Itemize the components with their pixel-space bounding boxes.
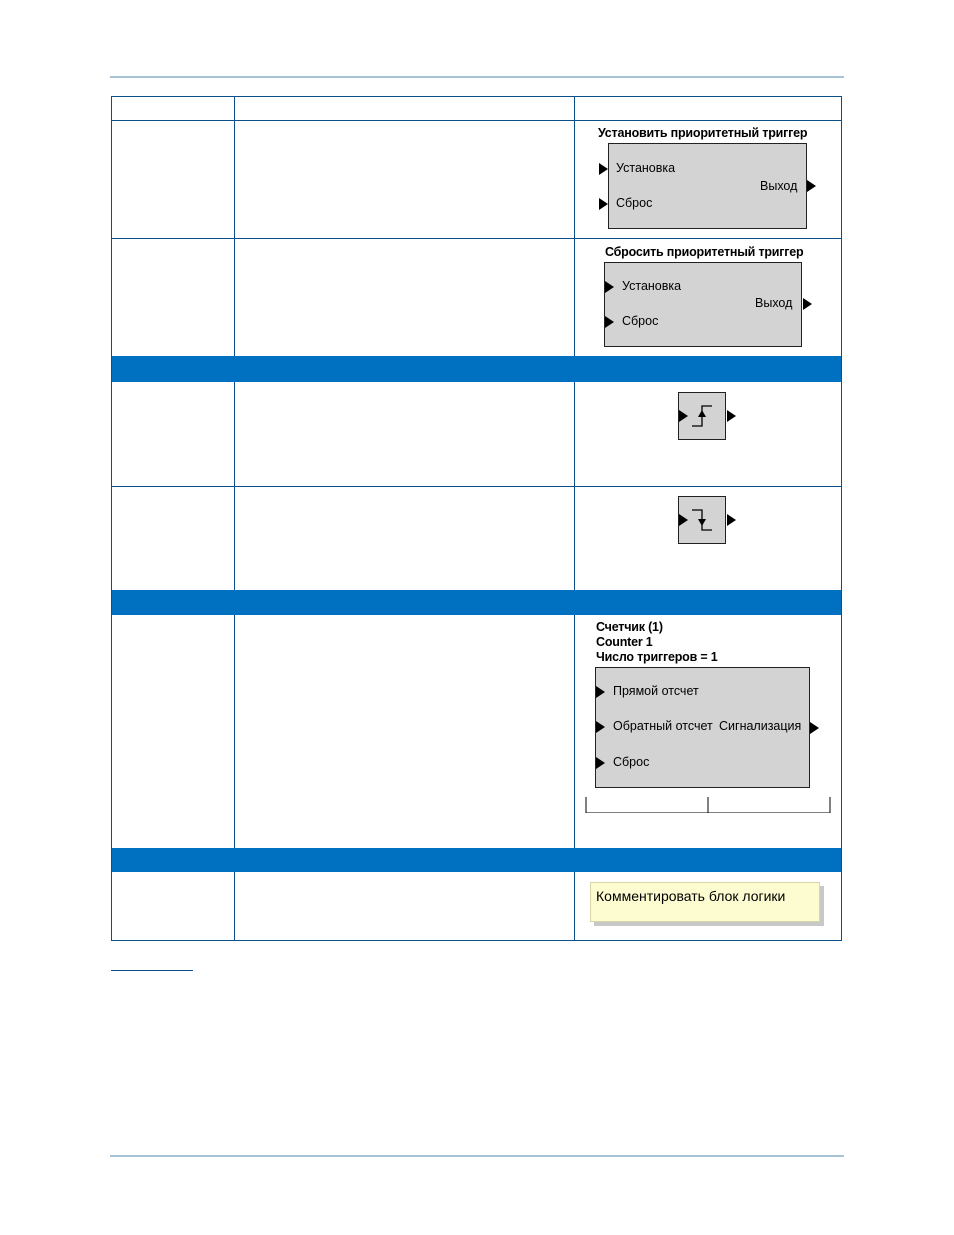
output-port-arrow-icon <box>810 722 819 734</box>
footer-rule <box>110 1155 844 1157</box>
input-port-arrow-icon <box>599 163 608 175</box>
output-port-arrow-icon <box>807 180 816 192</box>
output-port-arrow-icon <box>727 410 736 422</box>
column-divider-2 <box>574 97 575 940</box>
column-divider-1 <box>234 97 235 940</box>
input-label-count-down: Обратный отсчет <box>613 719 713 733</box>
rising-edge-icon <box>678 392 726 440</box>
input-port-arrow-icon <box>596 721 605 733</box>
header-row-separator <box>112 120 841 121</box>
block-title: Установить приоритетный триггер <box>598 126 808 140</box>
input-label-set: Установка <box>622 279 682 293</box>
output-label-alarm: Сигнализация <box>719 719 802 733</box>
output-port-arrow-icon <box>727 514 736 526</box>
input-port-arrow-icon <box>596 686 605 698</box>
output-label: Выход <box>755 296 793 310</box>
output-label: Выход <box>760 179 798 193</box>
header-rule <box>110 76 844 78</box>
input-label-reset: Сброс <box>613 755 650 769</box>
input-label-reset: Сброс <box>616 196 653 210</box>
input-port-arrow-icon <box>596 757 605 769</box>
falling-edge-icon <box>678 496 726 544</box>
input-label-count-up: Прямой отсчет <box>613 684 699 698</box>
section-band <box>112 356 841 382</box>
comment-text: Комментировать блок логики <box>596 888 786 904</box>
section-band <box>112 590 841 615</box>
counter-name: Счетчик (1) <box>596 620 663 634</box>
input-port-arrow-icon <box>599 198 608 210</box>
counter-id: Counter 1 <box>596 635 653 649</box>
counter-trigger-count: Число триггеров = 1 <box>596 650 718 664</box>
input-label-set: Установка <box>616 161 676 175</box>
section-band <box>112 848 841 872</box>
comment-logic-block <box>590 882 820 922</box>
output-port-arrow-icon <box>803 298 812 310</box>
row-separator <box>112 486 841 487</box>
block-title: Сбросить приоритетный триггер <box>605 245 804 259</box>
footnote-rule <box>111 970 193 971</box>
row-separator <box>112 238 841 239</box>
input-port-arrow-icon <box>605 316 614 328</box>
input-label-reset: Сброс <box>622 314 659 328</box>
input-port-arrow-icon <box>605 281 614 293</box>
counter-bracket <box>585 797 831 813</box>
